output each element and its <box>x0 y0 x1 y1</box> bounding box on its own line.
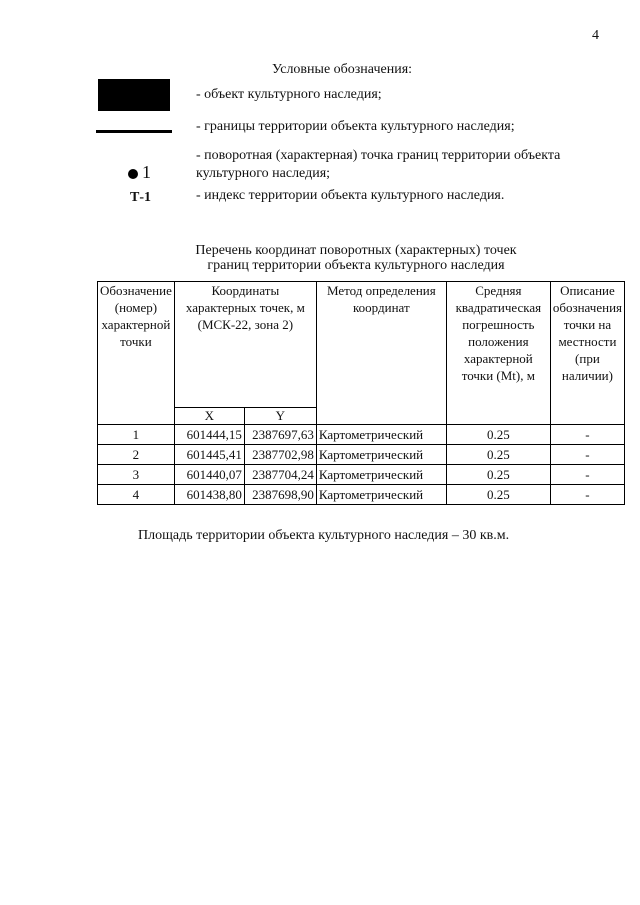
cell-x: 601445,41 <box>174 445 244 465</box>
header-method: Метод определения координат <box>316 282 446 425</box>
cell-mt: 0.25 <box>446 425 550 445</box>
cell-point: 4 <box>98 485 175 505</box>
table-row <box>98 465 625 485</box>
cell-mt: 0.25 <box>446 485 550 505</box>
cell-y: 2387698,90 <box>244 485 316 505</box>
legend-swatch-boundary-line <box>96 130 172 133</box>
legend-item-index: - индекс территории объекта культурного наследия. <box>196 188 505 203</box>
cell-x: 601440,07 <box>174 465 244 485</box>
cell-description: - <box>550 425 624 445</box>
header-x: X <box>174 407 244 424</box>
header-point: Обозначение (номер) характерной точки <box>98 282 175 425</box>
cell-description: - <box>550 465 624 485</box>
point-marker-icon <box>128 169 138 179</box>
header-coordinates: Координаты характерных точек, м (МСК-22, зона 2) <box>174 282 316 408</box>
coordinates-table <box>97 281 625 505</box>
cell-method: Картометрический <box>316 465 446 485</box>
table-title <box>96 243 616 273</box>
cell-method: Картометрический <box>316 445 446 465</box>
cell-mt: 0.25 <box>446 445 550 465</box>
cell-mt: 0.25 <box>446 465 550 485</box>
table-title-line2: границ территории объекта культурного наследия <box>207 258 505 273</box>
cell-y: 2387702,98 <box>244 445 316 465</box>
cell-x: 601444,15 <box>174 425 244 445</box>
cell-point: 2 <box>98 445 175 465</box>
table-row <box>98 425 625 445</box>
legend-item-object: - объект культурного наследия; <box>196 87 382 102</box>
cell-description: - <box>550 485 624 505</box>
header-mt: Средняя квадратическая погрешность положения характерной точки (Mt), м <box>446 282 550 425</box>
page-number: 4 <box>592 28 599 43</box>
cell-method: Картометрический <box>316 425 446 445</box>
cell-method: Картометрический <box>316 485 446 505</box>
cell-point: 3 <box>98 465 175 485</box>
table-row <box>98 485 625 505</box>
table-title-line1: Перечень координат поворотных (характерных) точек <box>195 243 517 258</box>
area-statement: Площадь территории объекта культурного наследия – 30 кв.м. <box>138 528 510 543</box>
legend-item-point: - поворотная (характерная) точка границ территории объекта культурного наследия; <box>196 148 561 181</box>
legend-swatch-object <box>98 79 170 111</box>
cell-description: - <box>550 445 624 465</box>
legend-title: Условные обозначения: <box>272 62 413 77</box>
legend-swatch-point <box>128 163 151 181</box>
table-row <box>98 445 625 465</box>
cell-y: 2387697,63 <box>244 425 316 445</box>
legend-point-number: 1 <box>142 162 151 182</box>
cell-y: 2387704,24 <box>244 465 316 485</box>
header-y: Y <box>244 407 316 424</box>
legend-swatch-index: Т-1 <box>130 190 151 205</box>
legend-item-boundary: - границы территории объекта культурного наследия; <box>196 119 515 134</box>
cell-x: 601438,80 <box>174 485 244 505</box>
cell-point: 1 <box>98 425 175 445</box>
header-description: Описание обозначения точки на местности (при наличии) <box>550 282 624 425</box>
